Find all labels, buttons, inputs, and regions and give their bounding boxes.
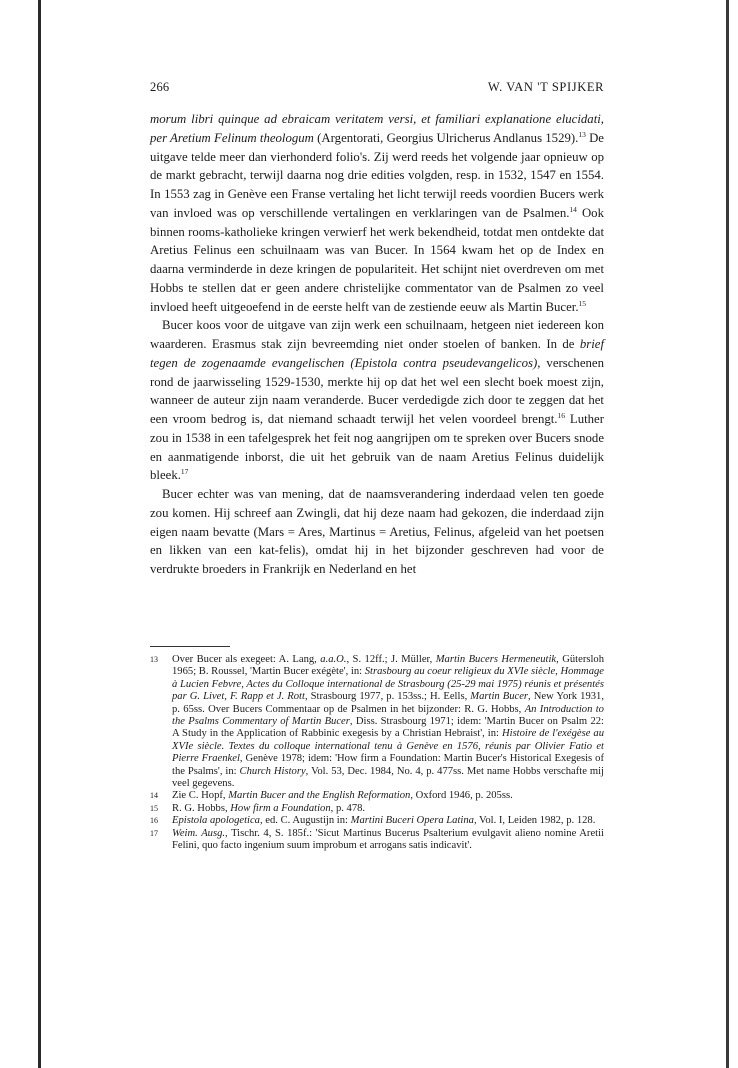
italic-run: Epistola apologetica — [172, 815, 260, 827]
footnote-16 — [150, 815, 604, 827]
note-ref-15[interactable]: 15 — [578, 298, 587, 308]
text-run: Zie C. Hopf, — [172, 790, 229, 802]
italic-title: brief tegen de zogenaamde evangelischen (Epistola contra pseudevangelicos) — [150, 337, 604, 370]
footnotes — [150, 654, 604, 853]
text-run: Ook binnen rooms-katholieke kringen verwierf het werk bekendheid, totdat men ontdekte dat Aretius Felinus een schuilnaam was van Bucer. In 1564 kwam het op de Index en daarna verminderde in deze kringen de populariteit. Het schijnt niet overdreven om met Hobbs te stellen dat er geen andere christelijke commentator van de Psalmen zo veel invloed heeft uitgeoefend in de eerste helft van de zestiende eeuw als Martin Bucer. — [150, 205, 604, 314]
text-run: , Diss. Strasbourg 1971; idem: 'Martin Bucer on Psalm 22: A Study in the Application of Rabbinic exegesis by a Christian Hebraist', in: — [172, 716, 604, 740]
footnote-15 — [150, 803, 604, 815]
footnote-17 — [150, 828, 604, 853]
italic-run: Martin Bucer — [470, 691, 529, 703]
paragraph-2 — [150, 316, 604, 485]
paragraph-1 — [150, 110, 604, 316]
text-run: , Tischr. 4, S. 185f.: 'Sicut Martinus Bucerus Psalterium evulgavit alieno nomine Aretii Felini, quo facto ingenium suum improbum et arrogans satis indicavit'. — [172, 827, 604, 852]
footnote-number: 16 — [150, 816, 158, 826]
footnote-rule — [150, 646, 230, 647]
italic-run: Church History — [239, 765, 306, 777]
italic-run: Strasbourg au coeur religieux du XVIe siècle, Hommage à Lucien Febvre, Actes du Colloque international de Strasbourg (25-29 mai 1975) réunis et présentés par G. Livet, F. Rapp et J. Rott — [172, 666, 605, 703]
note-ref-14[interactable]: 14 — [569, 204, 577, 214]
text-run: , S. 12ff.; J. Müller, — [346, 654, 436, 665]
text-run: (Argentorati, Georgius Ulricherus Andlanus 1529). — [313, 130, 579, 145]
paragraph-3 — [150, 485, 604, 579]
italic-run: Histoire de l'exégèse au XVIe siècle. Textes du colloque international tenu à Genève en 1576, réunis par Olivier Fatio et Pierre Fraenkel — [172, 728, 604, 765]
footnote-number: 15 — [150, 803, 158, 813]
note-ref-16[interactable]: 16 — [557, 411, 566, 420]
italic-run: a.a.O. — [320, 654, 347, 665]
text-run: , Genève 1978; idem: 'How firm a Foundation: Martin Bucer's Historical Exegesis of the Psalms', in: — [172, 753, 604, 777]
scan-border-left — [38, 0, 41, 1068]
italic-run: Martini Buceri Opera Latina — [350, 815, 474, 827]
text-run: De uitgave telde meer dan vierhonderd folio's. Zij werd reeds het volgende jaar opnieuw op de markt gebracht, terwijl daarna nog drie edities volgden, resp. in 1532, 1547 en 1554. In 1553 zag in Genève een Franse vertaling het licht terwijl reeds voordien Bucers werk van invloed was op verschillende vertalingen en verklaringen van de Psalmen. — [150, 130, 604, 220]
text-run: Over Bucer als exegeet: A. Lang, — [172, 654, 321, 665]
text-run: R. G. Hobbs, — [172, 802, 231, 814]
text-run: , verschenen rond de jaarwisseling 1529-1530, merkte hij op dat het wel een slecht boek moest zijn, wanneer de auteur zijn naam veranderde. Bucer verdedigde zich door te zeggen dat het een vroom bedrog is, dat niemand schaadt terwijl het velen voordeel brengt. — [150, 355, 604, 426]
text-run: , Oxford 1946, p. 205ss. — [410, 790, 513, 802]
text-run: Bucer koos voor de uitgave van zijn werk een schuilnaam, hetgeen niet iedereen kon waarderen. Erasmus stak zijn bevreemding niet onder stoelen of banken. In de — [150, 318, 604, 351]
italic-run: How firm a Foundation — [230, 802, 331, 814]
note-ref-13[interactable]: 13 — [578, 129, 586, 139]
latin-title: morum libri quinque ad ebraicam veritatem versi, et familiari explanatione elucidati, per Aretium Felinum theologum — [150, 112, 604, 145]
body-text — [150, 110, 604, 579]
italic-run: Weim. Ausg. — [172, 827, 226, 839]
italic-run: Martin Bucers Hermeneutik — [435, 654, 557, 665]
running-head — [150, 80, 604, 96]
footnote-14 — [150, 790, 604, 802]
footnote-13 — [150, 654, 604, 790]
text-run: , Gütersloh 1965; B. Roussel, 'Martin Bucer exégète', in: — [172, 654, 605, 678]
text-run: , Strasbourg 1977, p. 153ss.; H. Eells, — [304, 691, 471, 703]
text-run: , Vol. I, Leiden 1982, p. 128. — [473, 815, 596, 827]
page-number: 266 — [150, 80, 170, 94]
text-run: Luther zou in 1538 in een tafelgesprek het feit nog aangrijpen om te spreken over Bucers snode en aanmatigende inborst, die uit het gebruik van de naam Aretius Felinus duidelijk bleek. — [150, 412, 604, 483]
scan-border-right — [726, 0, 729, 1068]
text-run: , New York 1931, p. 65ss. Over Bucers Commentaar op de Psalmen in het bijzonder: R. G. Hobbs, — [172, 691, 604, 715]
footnote-number: 17 — [150, 828, 158, 838]
italic-run: An Introduction to the Psalms Commentary of Martin Bucer — [172, 703, 604, 728]
text-run: , p. 478. — [330, 802, 366, 814]
note-ref-17[interactable]: 17 — [180, 467, 189, 477]
text-run: Bucer echter was van mening, dat de naamsverandering inderdaad velen ten goede zou komen. Hij schreef aan Zwingli, dat hij deze naam had gekozen, die inderdaad zijn eigen naam bevatte (Mars = Ares, Martinus = Aretius, Felinus, afgeleid van het poetsen en likken van een kat-felis), omdat hij in het bijzonder geschreven had voor de verdrukte broeders in Frankrijk en Nederland en het — [150, 487, 604, 576]
footnote-number: 13 — [150, 655, 158, 664]
running-head-author: W. VAN 'T SPIJKER — [487, 80, 604, 94]
footnote-number: 14 — [150, 791, 158, 801]
text-run: , Vol. 53, Dec. 1984, No. 4, p. 477ss. Met name Hobbs verschafte mij veel gegevens. — [172, 765, 604, 790]
italic-run: Martin Bucer and the English Reformation — [228, 790, 411, 802]
text-run: , ed. C. Augustijn in: — [259, 815, 351, 827]
